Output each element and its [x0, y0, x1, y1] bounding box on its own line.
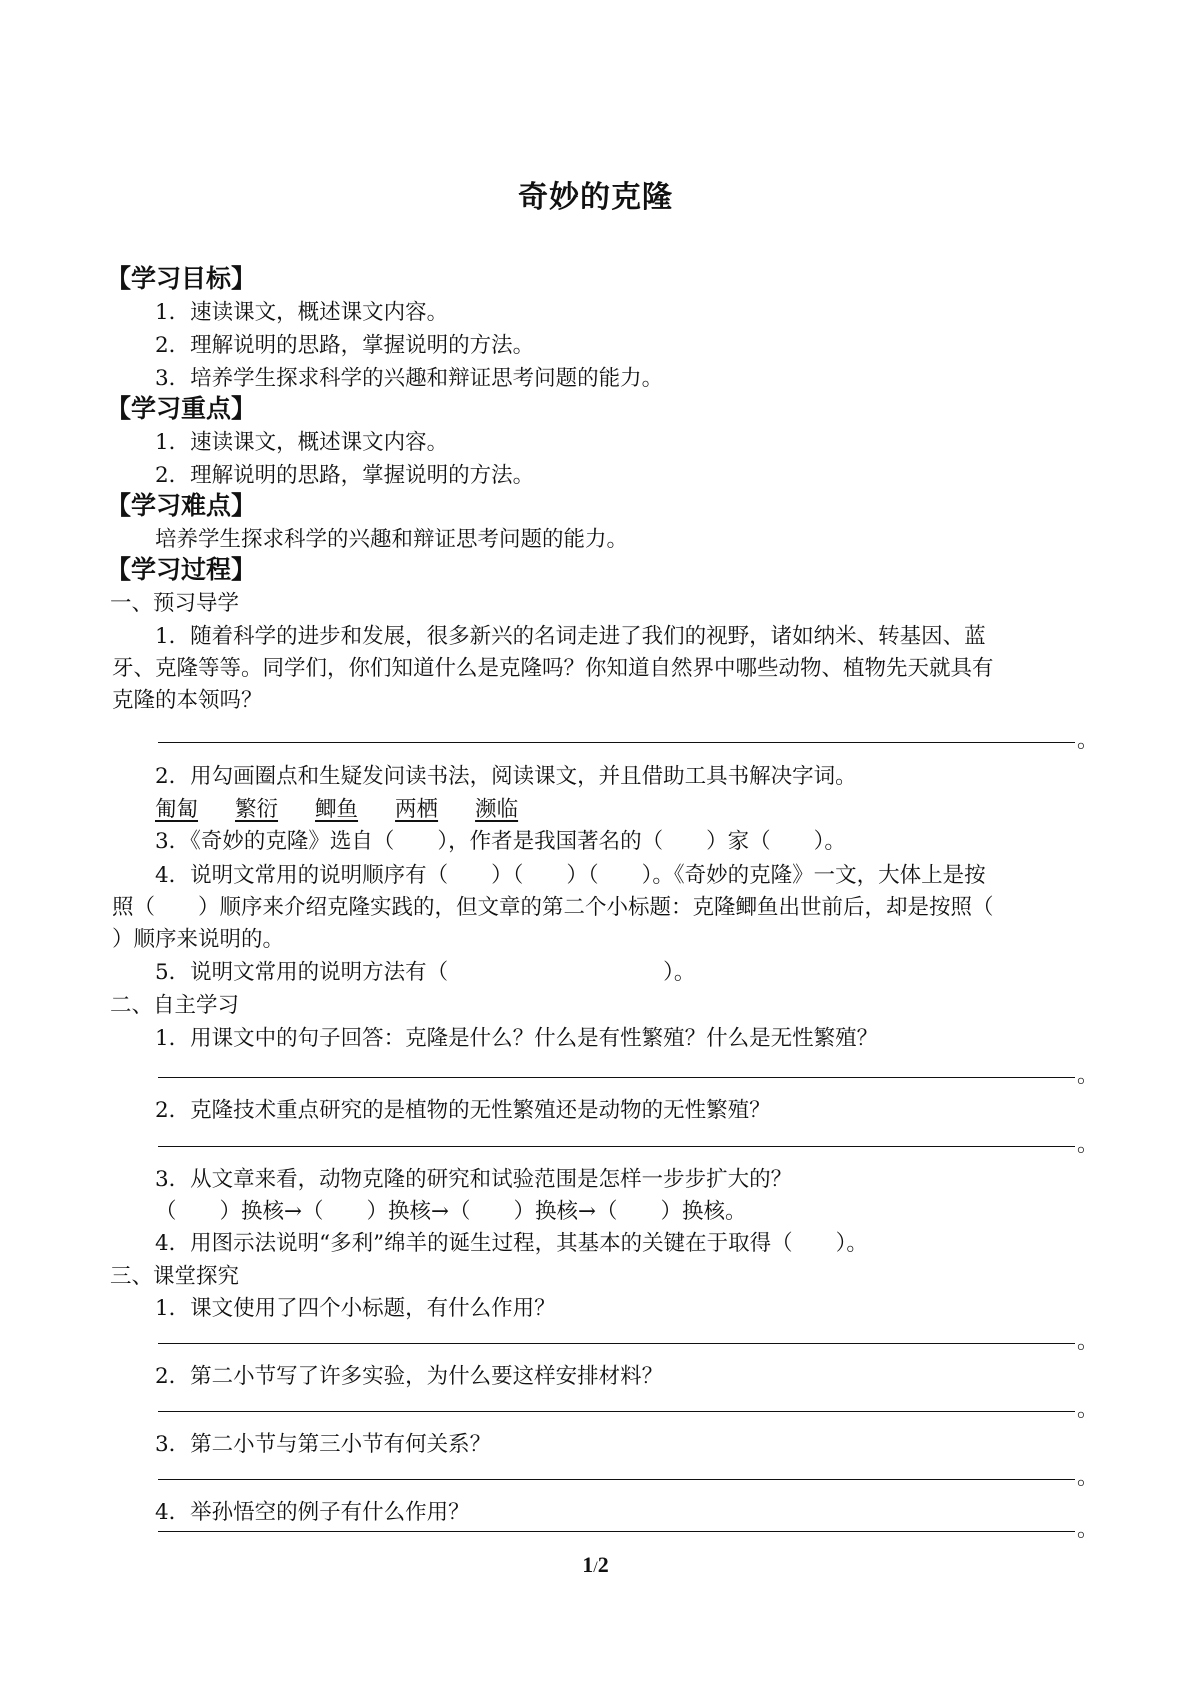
question-line: 4．用图示法说明“多利”绵羊的诞生过程，其基本的关键在于取得（ ）。 — [155, 1231, 868, 1256]
difficulty-text: 培养学生探求科学的兴趣和辩证思考问题的能力。 — [155, 527, 629, 552]
focus-item: 2．理解说明的思路，掌握说明的方法。 — [155, 463, 535, 488]
question-line: 1．用课文中的句子回答：克隆是什么？什么是有性繁殖？什么是无性繁殖？ — [155, 1026, 879, 1051]
page-total: 2 — [597, 1552, 609, 1577]
question-line: 2．第二小节写了许多实验，为什么要这样安排材料？ — [155, 1364, 664, 1389]
vocab-word: 濒临 — [475, 797, 519, 822]
answer-line[interactable] — [158, 1531, 1075, 1532]
section-title: 一、预习导学 — [110, 591, 240, 616]
question-line: 牙、克隆等等。同学们，你们知道什么是克隆吗？你知道自然界中哪些动物、植物先天就具有 — [112, 656, 994, 681]
answer-period: 。 — [1077, 1397, 1099, 1422]
focus-item: 1．速读课文，概述课文内容。 — [155, 430, 449, 455]
question-line: 1．课文使用了四个小标题，有什么作用？ — [155, 1296, 556, 1321]
vocab-word: 鲫鱼 — [315, 797, 359, 822]
page-current: 1 — [582, 1552, 594, 1577]
question-line: 2．用勾画圈点和生疑发问读书法，阅读课文，并且借助工具书解决字词。 — [155, 764, 857, 789]
question-line: 克隆的本领吗？ — [112, 688, 263, 713]
answer-line[interactable] — [158, 1146, 1075, 1147]
goal-item: 3．培养学生探求科学的兴趣和辩证思考问题的能力。 — [155, 366, 664, 391]
vocab-list — [155, 795, 555, 825]
question-line: 5．说明文常用的说明方法有（ ）。 — [155, 960, 696, 985]
vocab-word: 两栖 — [395, 797, 439, 822]
answer-line[interactable] — [158, 1077, 1075, 1078]
page-separator: / — [593, 1559, 598, 1576]
difficulty-heading: 【学习难点】 — [106, 491, 257, 520]
question-line: 2．克隆技术重点研究的是植物的无性繁殖还是动物的无性繁殖？ — [155, 1098, 771, 1123]
page-title: 奇妙的克隆 — [518, 180, 673, 215]
answer-period: 。 — [1077, 1517, 1099, 1542]
answer-period: 。 — [1077, 1132, 1099, 1157]
question-line: 3．第二小节与第三小节有何关系？ — [155, 1432, 492, 1457]
goal-item: 1．速读课文，概述课文内容。 — [155, 300, 449, 325]
goals-heading: 【学习目标】 — [106, 264, 257, 293]
question-line: 3．《奇妙的克隆》选自（ ），作者是我国著名的（ ）家（ ）。 — [155, 829, 846, 854]
question-line: 4．说明文常用的说明顺序有（ ）（ ）（ ）。《奇妙的克隆》一文，大体上是按 — [155, 863, 986, 888]
answer-line[interactable] — [158, 1411, 1075, 1412]
answer-period: 。 — [1077, 1329, 1099, 1354]
section-title: 三、课堂探究 — [110, 1264, 240, 1289]
question-line: ）顺序来说明的。 — [112, 927, 285, 952]
question-line: 3．从文章来看，动物克隆的研究和试验范围是怎样一步步扩大的？ — [155, 1167, 793, 1192]
answer-line[interactable] — [158, 742, 1075, 743]
focus-heading: 【学习重点】 — [106, 394, 257, 423]
question-line: 照（ ）顺序来介绍克隆实践的，但文章的第二个小标题：克隆鲫鱼出世前后，却是按照（ — [112, 895, 994, 920]
question-line: 1．随着科学的进步和发展，很多新兴的名词走进了我们的视野，诸如纳米、转基因、蓝 — [155, 624, 986, 649]
answer-line[interactable] — [158, 1479, 1075, 1480]
question-line: 4．举孙悟空的例子有什么作用？ — [155, 1500, 470, 1525]
goal-item: 2．理解说明的思路，掌握说明的方法。 — [155, 333, 535, 358]
section-title: 二、自主学习 — [110, 993, 240, 1018]
answer-period: 。 — [1077, 728, 1099, 753]
answer-line[interactable] — [158, 1343, 1075, 1344]
question-line: （ ）换核→（ ）换核→（ ）换核→（ ）换核。 — [155, 1199, 747, 1224]
process-heading: 【学习过程】 — [106, 555, 257, 584]
vocab-word: 繁衍 — [235, 797, 279, 822]
answer-period: 。 — [1077, 1063, 1099, 1088]
vocab-word: 匍匐 — [155, 797, 199, 822]
page-number — [0, 1552, 1191, 1578]
answer-period: 。 — [1077, 1465, 1099, 1490]
